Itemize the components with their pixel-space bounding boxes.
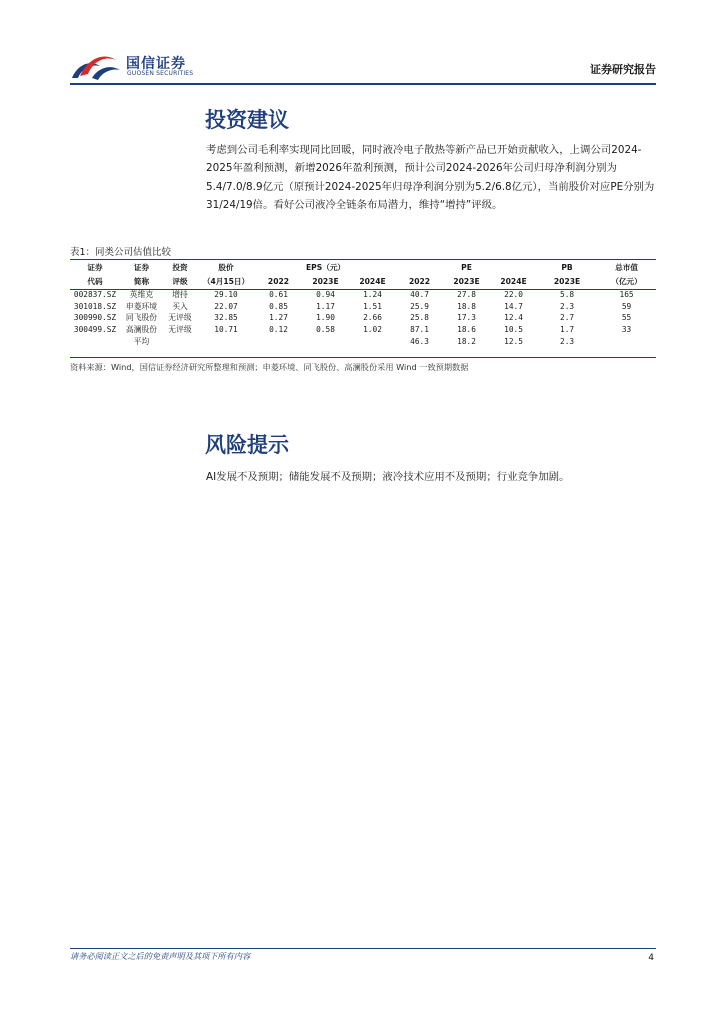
header-cell: PB (561, 262, 573, 272)
table-cell: 1.02 (363, 325, 382, 335)
table-cell: 300499.SZ (73, 325, 117, 335)
header-cell: EPS（元） (306, 262, 346, 272)
header-cell: 证券 (133, 262, 150, 272)
table-row (70, 289, 656, 301)
table-row (70, 324, 656, 336)
table-row (70, 335, 656, 347)
footer-divider (70, 948, 656, 949)
header-cell: 2023E (312, 277, 339, 287)
table-cell: 2.3 (560, 336, 575, 346)
peer-valuation-table (70, 260, 656, 347)
table-source-note: 资料来源：Wind，国信证券经济研究所整理和预测；申菱环境、同飞股份、高澜股份采用 Wind 一致预期数据 (70, 362, 469, 372)
table-header-rule (70, 289, 656, 290)
table-cell (302, 335, 349, 347)
table-cell (197, 335, 255, 347)
header-cell: 2022 (408, 277, 431, 287)
header-cell: 2023E (553, 277, 581, 287)
header-cell: 投资 (172, 262, 188, 272)
table-cell: 2.3 (560, 301, 575, 311)
header-cell: PE (461, 262, 472, 272)
table-cell: 0.61 (269, 290, 288, 300)
table-cell: 32.85 (214, 313, 238, 323)
table-cell: 22.07 (214, 301, 238, 311)
table-cell: 59 (621, 301, 632, 311)
table-cell: 0.85 (269, 301, 288, 311)
table-cell (70, 335, 120, 347)
table-cell: 1.17 (316, 301, 335, 311)
header-cell: 2024E (359, 277, 386, 287)
table-cell: 申菱环境 (125, 301, 158, 311)
table-cell: 46.3 (410, 336, 429, 346)
table-cell: 18.6 (457, 325, 476, 335)
table-cell: 002837.SZ (73, 290, 117, 300)
table-cell: 1.27 (269, 313, 288, 323)
report-type-label: 证券研究报告 (590, 63, 656, 76)
header-cell: （亿元） (611, 277, 642, 287)
table-cell: 同飞股份 (125, 313, 158, 323)
table-cell (597, 335, 656, 347)
table-cell: 33 (621, 325, 632, 335)
table-cell: 55 (621, 313, 632, 323)
table-cell: 10.5 (504, 325, 523, 335)
table-cell: 增持 (172, 290, 188, 300)
table-cell: 17.3 (457, 313, 476, 323)
table-cell: 25.8 (410, 313, 429, 323)
table-cell: 0.58 (316, 325, 335, 335)
header-cell: 2022 (267, 277, 290, 287)
risk-paragraph: AI发展不及预期；储能发展不及预期；液冷技术应用不及预期；行业竞争加剧。 (206, 471, 570, 483)
table-cell: 22.0 (504, 290, 523, 300)
table-cell: 无评级 (168, 313, 192, 323)
table-bottom-rule (70, 357, 656, 358)
investment-advice-paragraph: 考虑到公司毛利率实现同比回暖，同时液冷电子散热等新产品已开始贡献收入，上调公司2024-2025年盈利预测，新增2026年盈利预测，预计公司2024-2026年公司归母净利润分别为5.4/7.0/8.9亿元（原预计2024-2025年归母净利润分别为5.2/6.8亿元），当前股价对应PE分别为31/24/19倍。看好公司液冷全链条布局潜力，维持“增持”评级。 (206, 144, 655, 212)
table-cell: 5.8 (560, 290, 575, 300)
table-cell: 40.7 (410, 290, 429, 300)
table-cell: 2.66 (363, 313, 382, 323)
table-cell (349, 335, 396, 347)
table-cell: 12.4 (504, 313, 523, 323)
table-cell: 301018.SZ (73, 301, 117, 311)
header-cell: 评级 (172, 277, 188, 287)
table-cell: 0.12 (269, 325, 288, 335)
table-cell: 高澜股份 (125, 325, 158, 335)
table-cell: 1.7 (560, 325, 575, 335)
table-cell: 165 (619, 290, 634, 300)
header-cell: 证券 (87, 262, 103, 272)
header-divider (70, 83, 656, 85)
guosen-logo-icon (70, 50, 122, 82)
company-name-cn: 国信证券 (126, 56, 186, 72)
table-header-row-top (70, 260, 656, 275)
table-cell (255, 335, 302, 347)
risk-title: 风险提示 (205, 433, 289, 457)
header-cell: 股价 (218, 262, 234, 272)
header-cell: 2024E (500, 277, 527, 287)
table-cell: 29.10 (214, 290, 238, 300)
page-header (70, 50, 656, 84)
table-cell: 300990.SZ (73, 313, 117, 323)
table-cell: 27.8 (457, 290, 476, 300)
table-cell: 12.5 (504, 336, 523, 346)
header-cell: 代码 (87, 277, 103, 287)
table-cell: 10.71 (214, 325, 238, 335)
investment-advice-title: 投资建议 (205, 108, 289, 132)
table-cell (163, 335, 197, 347)
table-cell: 0.94 (316, 290, 335, 300)
table-cell: 18.8 (457, 301, 476, 311)
table-cell: 87.1 (410, 325, 429, 335)
table-row (70, 312, 656, 324)
table-cell: 英维克 (129, 290, 154, 300)
table-cell: 平均 (133, 336, 150, 346)
table-cell: 无评级 (168, 325, 192, 335)
table-cell: 18.2 (457, 336, 476, 346)
table-cell: 1.24 (363, 290, 382, 300)
table-body (70, 289, 656, 347)
table-cell: 买入 (172, 301, 188, 311)
page-number: 4 (648, 953, 654, 963)
table-header-row-bottom (70, 275, 656, 290)
table-cell: 1.90 (316, 313, 335, 323)
table-cell: 1.51 (363, 301, 382, 311)
table-cell: 14.7 (504, 301, 523, 311)
header-cell: 总市值 (615, 262, 638, 272)
table-caption: 表1：同类公司估值比较 (70, 247, 172, 258)
table-cell: 2.7 (560, 313, 575, 323)
header-cell: 2023E (453, 277, 480, 287)
company-name-en: GUOSEN SECURITIES (127, 70, 194, 77)
table-row (70, 301, 656, 313)
header-cell: （4月15日） (202, 277, 250, 287)
table-cell: 25.9 (410, 301, 429, 311)
header-cell: 简称 (133, 277, 150, 287)
footer-disclaimer: 请务必阅读正文之后的免责声明及其项下所有内容 (70, 951, 251, 961)
